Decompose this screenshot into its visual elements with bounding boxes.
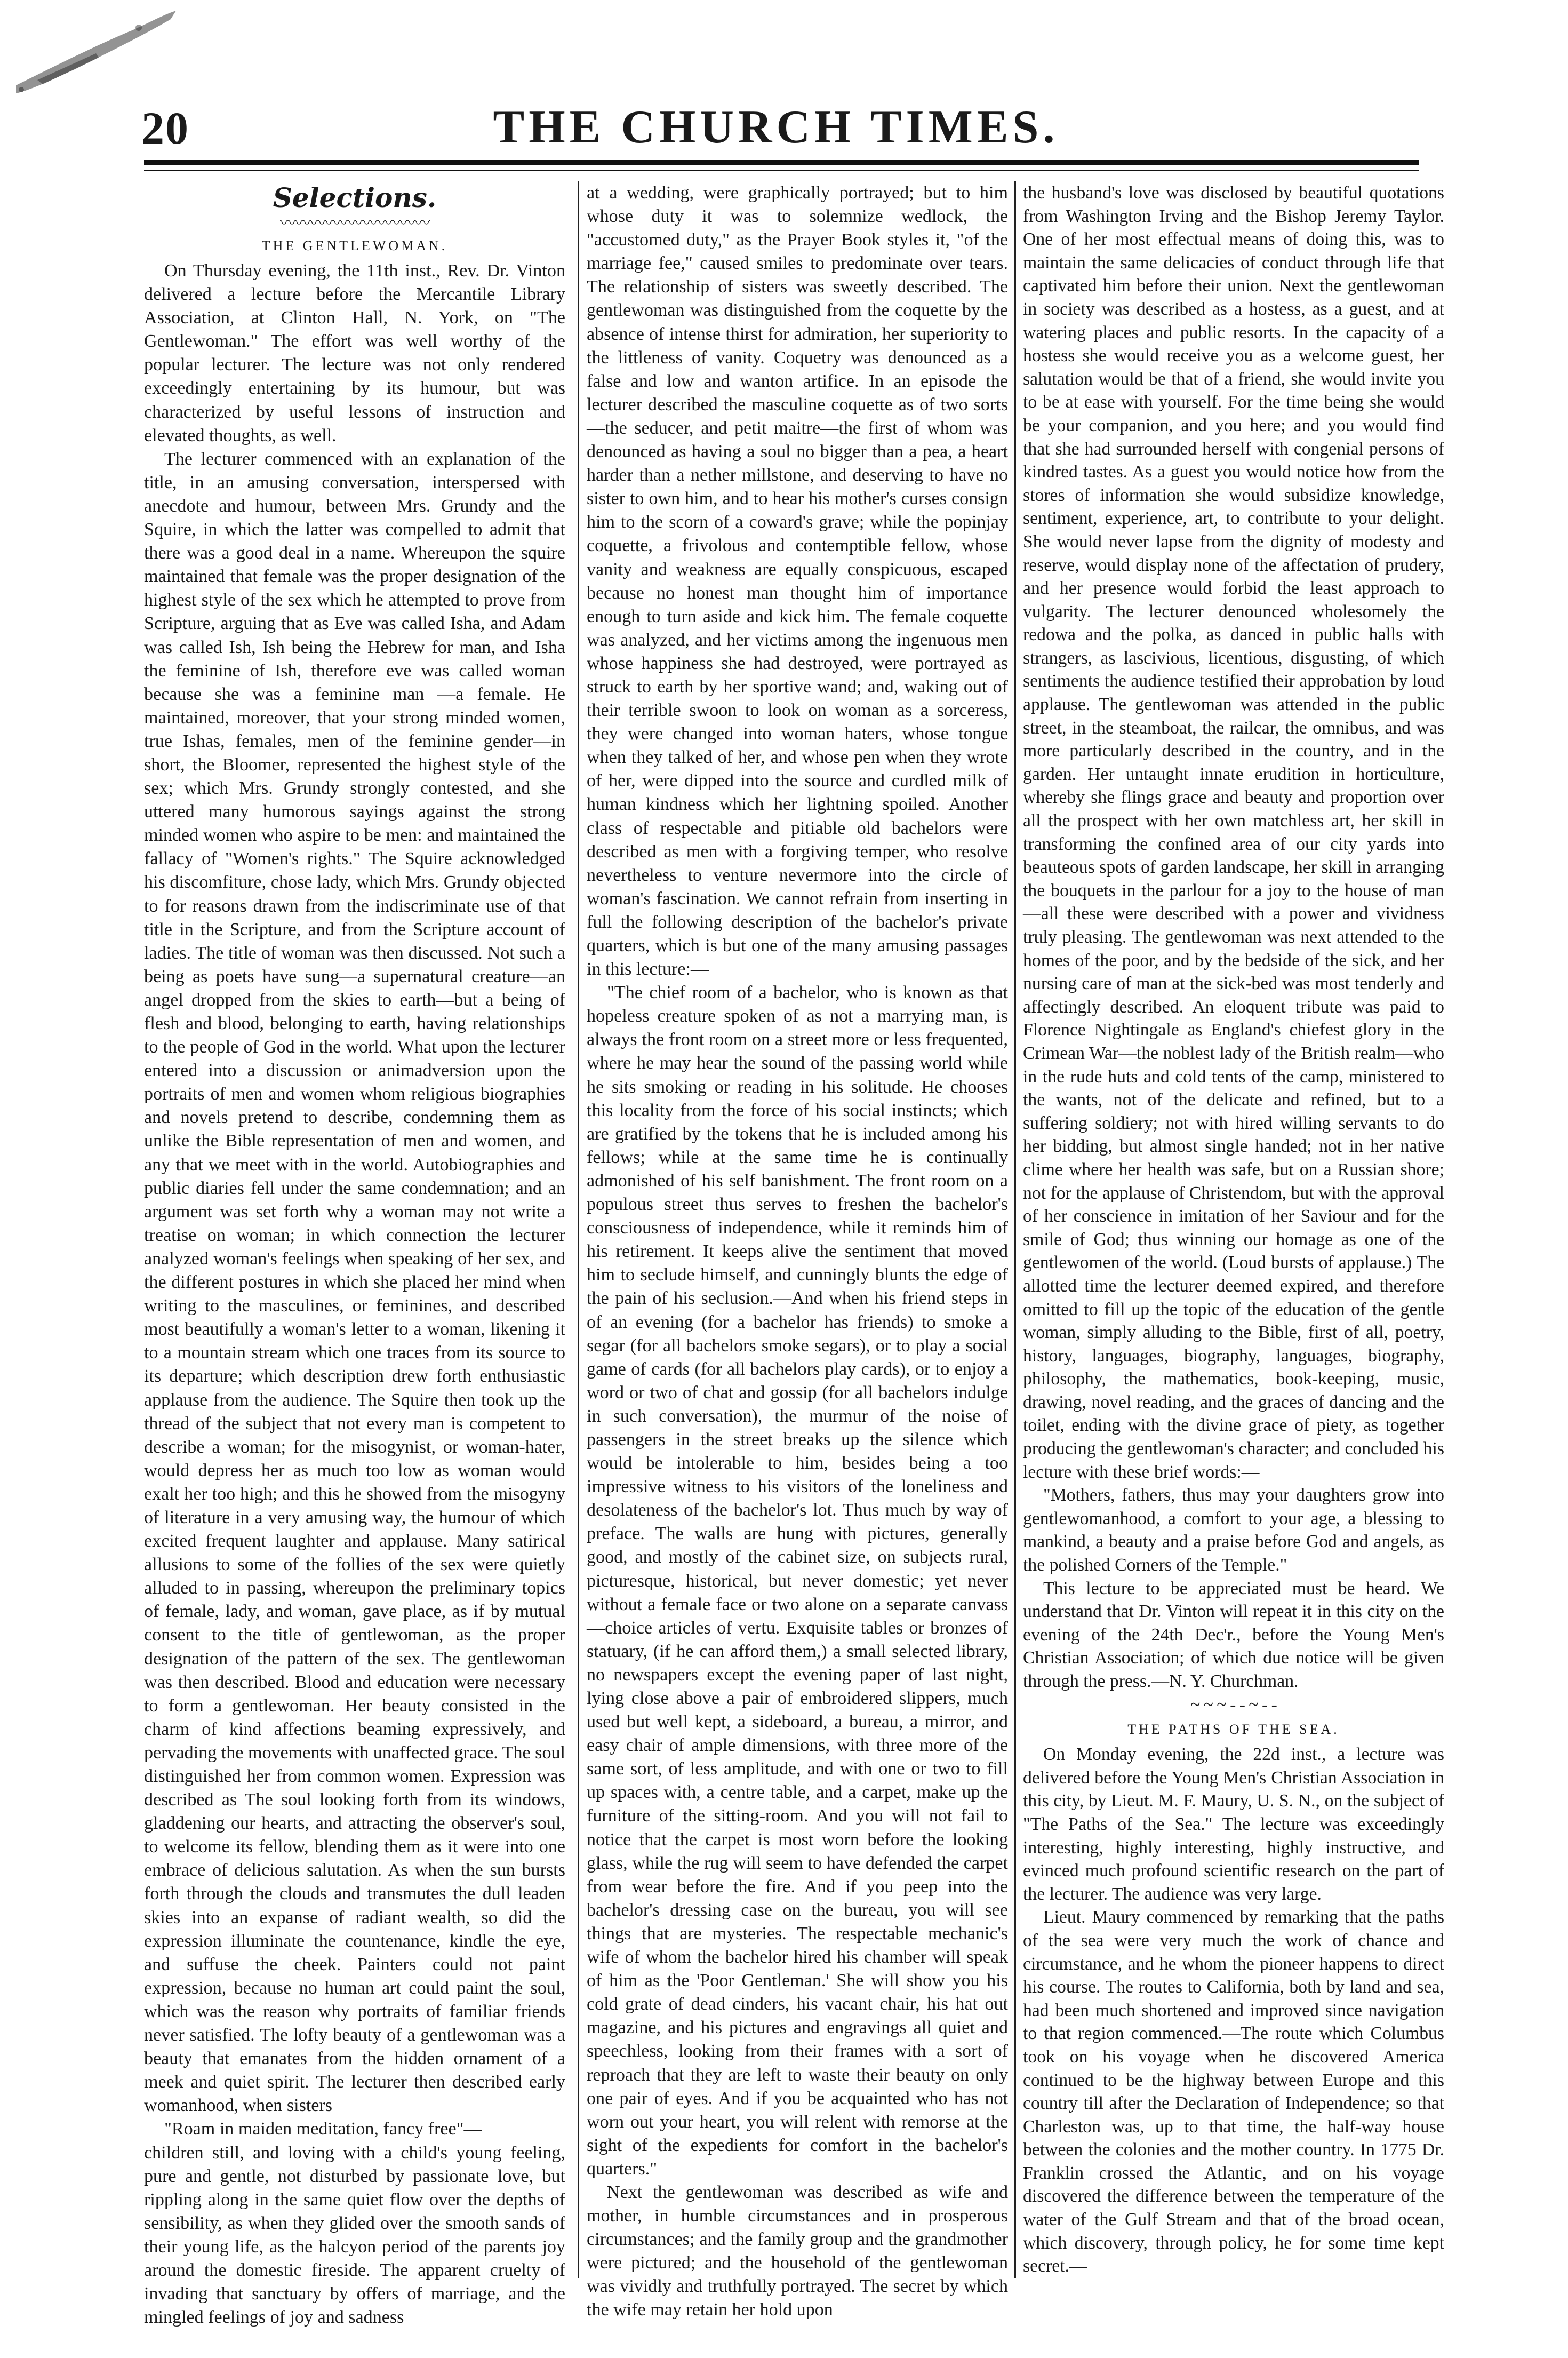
paragraph: at a wedding, were graphically portrayed; but to him whose duty it was to solemnize wedlock, the "accustomed duty," as the Prayer Book styles it, "of the marriage fee," caused smiles to predominate over tears. The relationship of sisters was sweetly described. The gentlewoman was distinguished from the coquette by the absence of intense thirst for admiration, her superiority to the littleness of vanity. Coquetry was denounced as a false and low and wanton artifice. In an episode the lecturer described the masculine coquette as of two sorts—the seducer, and petit maitre—the first of whom was denounced as having a soul no bigger than a pea, a heart harder than a nether millstone, and deserving to have no sister to own him, and to hear his mother's curses consign him to the scorn of a coward's grave; while the popinjay coquette, a frivolous and contemptible fellow, whose vanity and weakness are equally conspicuous, escaped because no honest man thought him of importance enough to turn aside and kick him. The female coquette was analyzed, and her victims among the ingenuous men whose happiness she had destroyed, were portrayed as struck to earth by her sportive wand; and, waking out of their terrible swoon to look on woman as a sorceress, they were changed into woman haters, whose tongue when they talked of her, and whose pen when they wrote of her, were dipped into the source and curdled milk of human kindness which her lightning spoiled. Another class of respectable and pitiable old bachelors were described as men with a forgiving temper, who resolve nevertheless to venture nevermore into the circle of woman's fascination. We cannot refrain from inserting in full the following description of the bachelor's private quarters, which is but one of the many amusing passages in this lecture:— [587,183,1008,979]
column-divider-1 [578,181,579,2278]
paragraph: Next the gentlewoman was described as wife and mother, in humble circumstances and in prosperous circumstances; and the family group and the grandmother were pictured; and the household of the gentlewoman was vividly and truthfully portrayed. The secret by which the wife may retain her hold upon [587,2182,1008,2320]
article-subhead: THE PATHS OF THE SEA. [1127,1722,1340,1738]
page-number: 20 [141,102,189,154]
page-header [99,96,1453,155]
column-3 [1023,181,1444,2278]
header-rule-thin [144,170,1419,171]
column-1 [144,181,565,2329]
ink-stain-mark [5,0,229,112]
column-divider-2 [1014,181,1016,2278]
masthead-title: THE CHURCH TIMES. [493,101,1059,153]
paragraph: The lecturer commenced with an explanation of the title, in an amusing conversation, interspersed with anecdote and humour, between Mrs. Grundy and the Squire, in which the latter was compelled to admit that there was a good deal in a name. Whereupon the squire maintained that female was the proper designation of the highest style of the sex which he attempted to prove from Scripture, arguing that as Eve was called Isha, and Adam was called Ish, Ish being the Hebrew for man, and Isha the feminine of Ish, therefore eve was called woman because she was a feminine man —a female. He maintained, moreover, that your strong minded women, true Ishas, females, men of the feminine gender—in short, the Bloomer, represented the highest style of the sex; which Mrs. Grundy strongly contested, and she uttered many humorous sayings against the strong minded women who aspire to be men: and maintained the fallacy of "Women's rights." The Squire acknowledged his discomfiture, chose lady, which Mrs. Grundy objected to for reasons drawn from the indiscriminate use of that title in the Scripture, and from the Scripture account of ladies. The title of woman was then discussed. Not such a being as poets have sung—a supernatural creature—an angel dropped from the skies to earth—but a being of flesh and blood, belonging to earth, having relationships to the people of God in the world. What upon the lecturer entered into a discussion or animadversion upon the portraits of men and women whom religious biographies and novels pretend to describe, condemning them as unlike the Bible representation of men and women, and any that we meet with in the world. Autobiographies and public diaries fell under the same condemnation; and an argument was set forth why a woman may not write a treatise on woman; in which connection the lecturer analyzed woman's feelings when speaking of her sex, and the different postures in which she placed her mind when writing to the masculines, or feminines, and described most beautifully a woman's letter to a woman, likening it to a mountain stream which one traces from its source to its departure; which description drew forth enthusiastic applause from the audience. The Squire then took up the thread of the subject that not every man is competent to describe a woman; for the misogynist, or woman-hater, would depress her as much too low as woman would exalt her too high; and this he showed from the misogyny of literature in a very amusing way, the humour of which excited frequent laughter and applause. Many satirical allusions to some of the follies of the sex were quietly alluded to in passing, whereupon the preliminary topics of female, lady, and woman, gave place, as if by mutual consent to the title of gentlewoman, as the proper designation of the pattern of the sex. The gentlewoman was then described. Blood and education were necessary to form a gentlewoman. Her beauty consisted in the charm of kind affections beaming expressively, and pervading the movements with unaffected grace. The soul distinguished her from common women. Expression was described as The soul looking forth from its windows, gladdening our hearts, and attracting the observer's soul, to welcome its fellow, blending them as it were into one embrace of delicious salutation. As when the sun bursts forth through the clouds and transmutes the dull leaden skies into an expanse of radiant wealth, so did the expression illuminate the countenance, kindle the eye, and suffuse the cheek. Painters could not paint expression, because no human art could paint the soul, which was the reason why portraits of familiar friends never satisfied. The lofty beauty of a gentlewoman was a beauty that emanates from the hidden ornament of a meek and quiet spirit. The lecturer then described early womanhood, when sisters [144,449,565,2116]
paragraph: children still, and loving with a child's young feeling, pure and gentle, not disturbed by passionate love, but rippling along in the same quiet flow over the depths of sensibility, as when they glided over the smooth sands of their young life, as the halcyon period of the parents joy around the domestic fireside. The apparent cruelty of invading that sanctuary by offers of marriage, and the mingled feelings of joy and sadness [144,2142,565,2328]
quotation: "Roam in maiden meditation, fancy free"— [164,2119,482,2139]
header-rule-thick [144,160,1419,165]
paragraph: On Thursday evening, the 11th inst., Rev. Dr. Vinton delivered a lecture before the Mercantile Library Association, at Clinton Hall, N. York, on "The Gentlewoman." The effort was well worthy of the popular lecturer. The lecture was not only rendered exceedingly entertaining by its humour, but was characterized by useful lessons of instruction and elevated thoughts, as well. [144,261,565,445]
column-2 [587,181,1008,2322]
paragraph: Lieut. Maury commenced by remarking that the paths of the sea were very much the work of chance and circumstance, and he whom the pioneer happens to direct his course. The routes to California, both by land and sea, had been much shortened and improved since navigation to that region commenced.—The route which Columbus took on his voyage when he discovered America continued to be the highway between Europe and this country till after the Declaration of Independence; so that Charleston was, up to that time, the half-way house between the colonies and the mother country. In 1775 Dr. Franklin crossed the Atlantic, and on his voyage discovered the difference between the temperature of the water of the Gulf Stream and that of the broad ocean, which discovery, through policy, he for some time kept secret.— [1023,1907,1444,2276]
article-subhead: THE GENTLEWOMAN. [261,238,448,253]
quoted-passage: "Mothers, fathers, thus may your daughters grow into gentlewomanhood, a comfort to your age, a blessing to mankind, a beauty and a praise before God and angels, as the polished Corners of the Temple." [1023,1485,1444,1575]
paragraph: the husband's love was disclosed by beautiful quotations from Washington Irving and the Bishop Jeremy Taylor. One of her most effectual means of doing this, was to maintain the same delicacies of conduct through life that captivated him before their union. Next the gentlewoman in society was described as a hostess, as a guest, and at watering places and public resorts. In the capacity of a hostess she would receive you as a welcome guest, her salutation would be that of a friend, she would invite you to be at ease with yourself. For the time being she would be your companion, and you here; and you would find that she had surrounded herself with congenial persons of kindred tastes. As a guest you would notice how from the stores of information she would subsidize knowledge, sentiment, experience, art, to contribute to your delight. She would never lapse from the dignity of modesty and reserve, would display none of the affectation of prudery, and her presence would forbid the least approach to vulgarity. The lecturer denounced wholesomely the redowa and the polka, as danced in public halls with strangers, as lascivious, licentious, disgusting, of which sentiments the audience testified their approbation by loud applause. The gentlewoman was attended in the public street, in the steamboat, the railcar, the omnibus, and was more particularly described in the country, and in the garden. Her untaught innate erudition in horticulture, whereby she flings grace and beauty and proportion over all the prospect with her own matchless art, her skill in transforming the confined area of our city yards into beauteous spots of garden landscape, her skill in arranging the bouquets in the parlour for a joy to the house of man—all these were described with a power and vividness truly pleasing. The gentlewoman was next attended to the homes of the poor, and by the bedside of the sick, and her nursing care of man at the sick-bed was most tenderly and affectingly described. An eloquent tribute was paid to Florence Nightingale as England's chiefest glory in the Crimean War—the noblest lady of the British realm—who in the rude huts and cold tents of the camp, ministered to the wants, not of the delicate and refined, but to a suffering soldiery; not with hired willing servants to do her bidding, but almost single handed; not in her native clime where her health was safe, but on a Russian shore; not for the applause of Christendom, but with the approval of her conscience in imitation of her Saviour and for the smile of God; thus winning our homage as one of the gentlewomen of the world. (Loud bursts of applause.) The allotted time the lecturer deemed expired, and therefore omitted to fill up the topic of the education of the gentle woman, simply alluding to the Bible, first of all, poetry, history, languages, biography, languages, biography, philosophy, the mathematics, book-keeping, music, drawing, novel reading, and the graces of dancing and the toilet, ending with the divine grace of piety, as together producing the gentlewoman's character; and concluded his lecture with these brief words:— [1023,183,1444,1482]
paragraph: This lecture to be appreciated must be heard. We understand that Dr. Vinton will repeat it in this city on the evening of the 24th Dec'r., before the Young Men's Christian Association; of which due notice will be given through the press.—N. Y. Churchman. [1023,1578,1444,1691]
paragraph: On Monday evening, the 22d inst., a lecture was delivered before the Young Men's Christian Association in this city, by Lieut. M. F. Maury, U. S. N., on the subject of "The Paths of the Sea." The lecture was exceedingly interesting, highly interesting, highly instructive, and evinced much profound scientific research on the part of the lecturer. The audience was very large. [1023,1744,1444,1904]
wavy-ornament: 〰〰〰〰〰〰〰〰〰〰 [280,214,429,232]
divider-ornament: ~ ~ ~ - - ~ - - [1190,1694,1277,1715]
quoted-passage: "The chief room of a bachelor, who is known as that hopeless creature spoken of as not a marrying man, is always the front room on a street more or less frequented, where he may hear the sound of the passing world while he sits smoking or reading in his solitude. He chooses this locality from the force of his social instincts; which are gratified by the tokens that he is included among his fellows; while at the same time he is continually admonished of his self banishment. The front room on a populous street thus serves to freshen the bachelor's consciousness of independence, while it reminds him of his retirement. It keeps alive the sentiment that moved him to seclude himself, and cunningly blunts the edge of the pain of his seclusion.—And when his friend steps in of an evening (for a bachelor has friends) to smoke a segar (for all bachelors smoke segars), or to play a social game of cards (for all bachelors play cards), or to enjoy a word or two of chat and gossip (for all bachelors indulge in such conversation), the murmur of the noise of passengers in the street breaks up the silence which would be intolerable to him, besides being a too impressive witness to his visitors of the loneliness and desolateness of the bachelor's lot. Thus much by way of preface. The walls are hung with pictures, generally good, and mostly of the cabinet size, on subjects rural, picturesque, historical, but never domestic; yet never without a female face or two alone on a separate canvass—choice articles of vertu. Exquisite tables or bronzes of statuary, (if he can afford them,) a small selected library, no newspapers except the evening paper of last night, lying close above a pair of embroidered slippers, much used but well kept, a sideboard, a bureau, a mirror, and easy chair of ample dimensions, with three more of the same sort, of less amplitude, and with one or two to fill up spaces with, a centre table, and a carpet, make up the furniture of the sitting-room. And you will not fail to notice that the carpet is most worn before the looking glass, while the rug will seem to have defended the carpet from wear before the fire. And if you peep into the bachelor's dressing case on the bureau, you will see things that are mysteries. The respectable mechanic's wife of whom the bachelor hired his chamber will speak of him as the 'Poor Gentleman.' She will show you his cold grate of dead cinders, his vacant chair, his hat out magazine, and his pictures and engravings all quiet and speechless, looking from their frames with a sort of reproach that they are left to waste their beauty on only one pair of eyes. And if you be acquainted who has not worn out your heart, you will relent with remorse at the sight of the expedients for comfort in the bachelor's quarters." [587,983,1008,2179]
section-heading: Selections. [273,182,437,213]
